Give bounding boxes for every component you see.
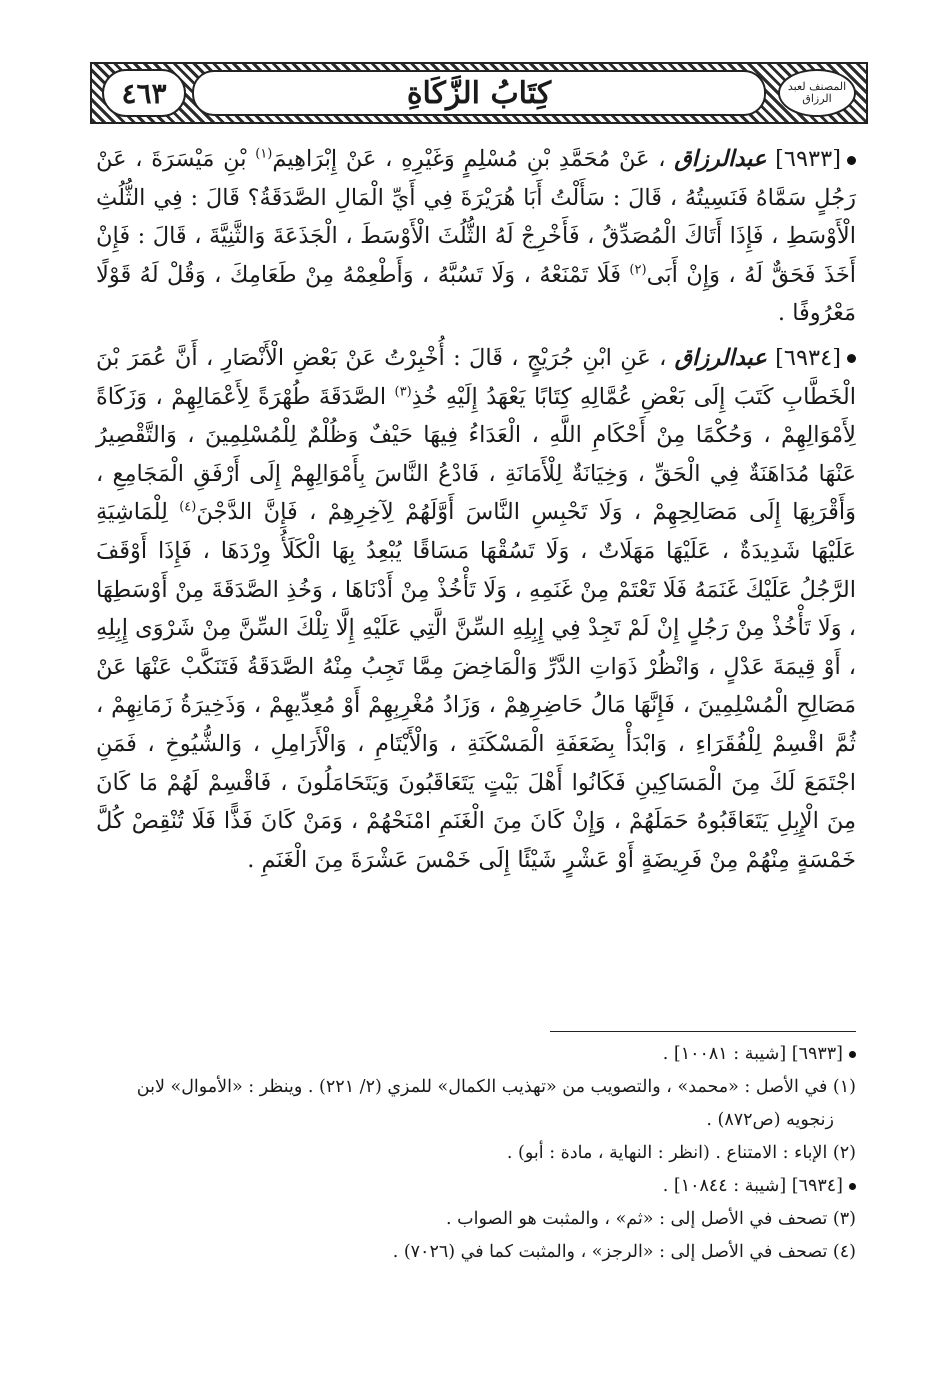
footnote-text: (٣) تصحف في الأصل إلى : «ثم» ، والمثبت هو الصواب . bbox=[446, 1209, 856, 1229]
entry-bullet-icon bbox=[847, 156, 856, 165]
entry-number: [٦٩٣٣] bbox=[775, 146, 842, 172]
entry-author: عبدالرزاق bbox=[674, 344, 767, 371]
footnote-item bbox=[80, 1205, 856, 1234]
footnote-ref[interactable]: (٤) bbox=[179, 499, 197, 515]
footnote-item bbox=[80, 1139, 856, 1168]
header-title-frame bbox=[192, 70, 766, 116]
book-emblem: المصنف لعبد الرزاق bbox=[778, 69, 856, 117]
footnote-ref[interactable]: (٢) bbox=[629, 262, 647, 278]
entry-number: [٦٩٣٤] bbox=[775, 344, 841, 371]
footnote-ref[interactable]: (٣) bbox=[394, 384, 412, 400]
page-number: ٤٦٣ bbox=[121, 76, 167, 110]
footnotes bbox=[80, 1040, 856, 1271]
main-text bbox=[96, 140, 856, 885]
footnote-ref[interactable]: (١) bbox=[255, 146, 273, 162]
footnote-item bbox=[80, 1040, 856, 1069]
footnote-item-continuation bbox=[80, 1106, 856, 1135]
footnote-text: (٢) الإباء : الامتناع . (انظر : النهاية ، مادة : أبو) . bbox=[506, 1143, 856, 1163]
entry-author: عبدالرزاق bbox=[674, 146, 767, 172]
footnote-text: [٦٩٣٤] [شيبة : ١٠٨٤٤] . bbox=[662, 1176, 843, 1196]
entry-text: ، عَنْ مُحَمَّدِ بْنِ مُسْلِمٍ وَغَيْرِهِ ، عَنْ إِبْرَاهِيمَ bbox=[272, 146, 666, 172]
footnote-text: (٤) تصحف في الأصل إلى : «الرجز» ، والمثبت كما في (٧٠٢٦) . bbox=[392, 1242, 856, 1262]
entry-text: فَلَا تَمْنَعْهُ ، وَلَا تَسُبَّهُ ، وَأَطْعِمْهُ مِنْ طَعَامِكَ ، وَقُلْ لَهُ قَوْلًا مَعْرُوفًا . bbox=[96, 261, 856, 327]
page-number-frame bbox=[102, 69, 186, 117]
entry-bullet-icon bbox=[847, 354, 856, 363]
footnote-separator bbox=[550, 1031, 856, 1032]
page-header bbox=[90, 62, 868, 124]
footnote-item bbox=[80, 1172, 856, 1201]
footnote-text: [٦٩٣٣] [شيبة : ١٠٠٨١] . bbox=[662, 1044, 843, 1064]
entry-text: لِلْمَاشِيَةِ عَلَيْهَا شَدِيدَةٌ ، عَلَيْهَا مَهَلَاتٌ ، وَلَا تَسُقْهَا مَسَاقًا يُبْعِدُ بِهَا الْكَلَأُ وِرْدَهَا ، فَإِذَا أَوْقَفَ الرَّجُلُ عَلَيْكَ غَنَمَهُ فَلَا تَعْتَمْ مِنْ غَنَمِهِ ، وَلَا تَأْخُذْ مِنْ أَدْنَاهَا ، وَخُذِ الصَّدَقَةَ مِنْ أَوْسَطِهَا ، وَلَا تَأْخُذْ مِنْ رَجُلٍ إِنْ لَمْ تَجِدْ فِي إِبِلِهِ السِّنَّ الَّتِي عَلَيْهِ إِلَّا تِلْكَ السِّنَّ مِنْ شَرْوَى إِبِلِهِ ، أَوْ قِيمَةَ عَدْلٍ ، وَانْظُرْ ذَوَاتِ الدَّرِّ وَالْمَاخِضَ مِمَّا تَجِبُ مِنْهُ الصَّدَقَةُ فَتَنَكَّبْ عَنْهَا عَنْ مَصَالِحِ الْمُسْلِمِينَ ، فَإِنَّهَا مَالُ حَاضِرِهِمْ ، وَزَادُ مُغْرِبِهِمْ أَوْ مُعِدِّيهِمْ ، وَذَخِيرَةُ زَمَانِهِمْ ، ثُمَّ اقْسِمْ لِلْفُقَرَاءِ ، وَابْدَأْ بِضَعَفَةِ الْمَسْكَنَةِ ، وَالْأَيْتَامِ ، وَالْأَرَامِلِ ، وَالشُّيُوخِ ، فَمَنِ اجْتَمَعَ لَكَ مِنَ الْمَسَاكِينِ فَكَانُوا أَهْلَ بَيْتٍ يَتَعَاقَبُونَ وَيَتَحَامَلُونَ ، فَاقْسِمْ لَهُمْ مَا كَانَ مِنَ الْإِبِلِ يَتَعَاقَبُوهُ حَمَلَهُمْ ، وَإِنْ كَانَ مِنَ الْغَنَمِ امْنَحْهُمْ ، وَمَنْ كَانَ فَذًّا فَلَا تُنْقِصْ كُلَّ خَمْسَةٍ مِنْهُمْ مِنْ فَرِيضَةٍ أَوْ عَشْرٍ شَيْئًا إِلَى خَمْسَ عَشْرَةَ مِنَ الْغَنَمِ . bbox=[96, 499, 856, 873]
entry-text: الصَّدَقَةَ طُهْرَةً لِأَعْمَالِهِمْ ، وَزَكَاةً لِأَمْوَالِهِمْ ، وَحُكْمًا مِنْ أَحْكَامِ اللَّهِ ، الْعَدَاءُ فِيهَا حَيْفٌ وَظُلْمٌ لِلْمُسْلِمِينَ ، وَالتَّقْصِيرُ عَنْهَا مُدَاهَنَةٌ فِي الْحَقِّ ، وَخِيَانَةٌ لِلْأَمَانَةِ ، فَادْعُ النَّاسَ بِأَمْوَالِهِمْ إِلَى أَرْفَقِ الْمَجَامِعِ ، وَأَقْرَبِهَا إِلَى مَصَالِحِهِمْ ، وَلَا تَحْبِسِ النَّاسَ أَوَّلَهُمْ لِآخِرِهِمْ ، فَإِنَّ الدَّجْنَ bbox=[96, 383, 856, 526]
footnote-bullet-icon bbox=[849, 1051, 856, 1058]
entry-text: بْنِ مَيْسَرَةَ ، عَنْ رَجُلٍ سَمَّاهُ فَنَسِيتُهُ ، قَالَ : سَأَلْتُ أَبَا هُرَيْرَةَ فِي أَيِّ الْمَالِ الصَّدَقَةُ؟ قَالَ : فِي الثُّلُثِ الْأَوْسَطِ ، فَإِذَا أَتَاكَ الْمُصَدِّقُ ، فَأَخْرِجْ لَهُ الثُّلُثَ الْأَوْسَطَ ، الْجَذَعَةَ وَالثَّنِيَّةَ ، قَالَ : فَإِنْ أَخَذَ فَحَقٌّ لَهُ ، وَإِنْ أَبَى bbox=[96, 146, 856, 288]
hadith-entry-6933 bbox=[96, 140, 856, 333]
footnote-text: (١) في الأصل : «محمد» ، والتصويب من «تهذيب الكمال» للمزي (٢/ ٢٢١) . وينظر : «الأموال» لابن bbox=[136, 1077, 856, 1097]
hadith-entry-6934 bbox=[96, 339, 856, 879]
footnote-item bbox=[80, 1238, 856, 1267]
chapter-title: كِتَابُ الزَّكَاةِ bbox=[406, 75, 552, 111]
entry-text: ، عَنِ ابْنِ جُرَيْجٍ ، قَالَ : أُخْبِرْتُ عَنْ بَعْضِ الْأَنْصَارِ ، أَنَّ عُمَرَ بْنَ الْخَطَّابِ كَتَبَ إِلَى بَعْضِ عُمَّالِهِ كِتَابًا يَعْهَدُ إِلَيْهِ خُذِ bbox=[96, 344, 857, 410]
footnote-item bbox=[80, 1073, 856, 1102]
footnote-bullet-icon bbox=[849, 1183, 856, 1190]
footnote-text: زنجويه (ص٨٧٢) . bbox=[706, 1110, 834, 1130]
